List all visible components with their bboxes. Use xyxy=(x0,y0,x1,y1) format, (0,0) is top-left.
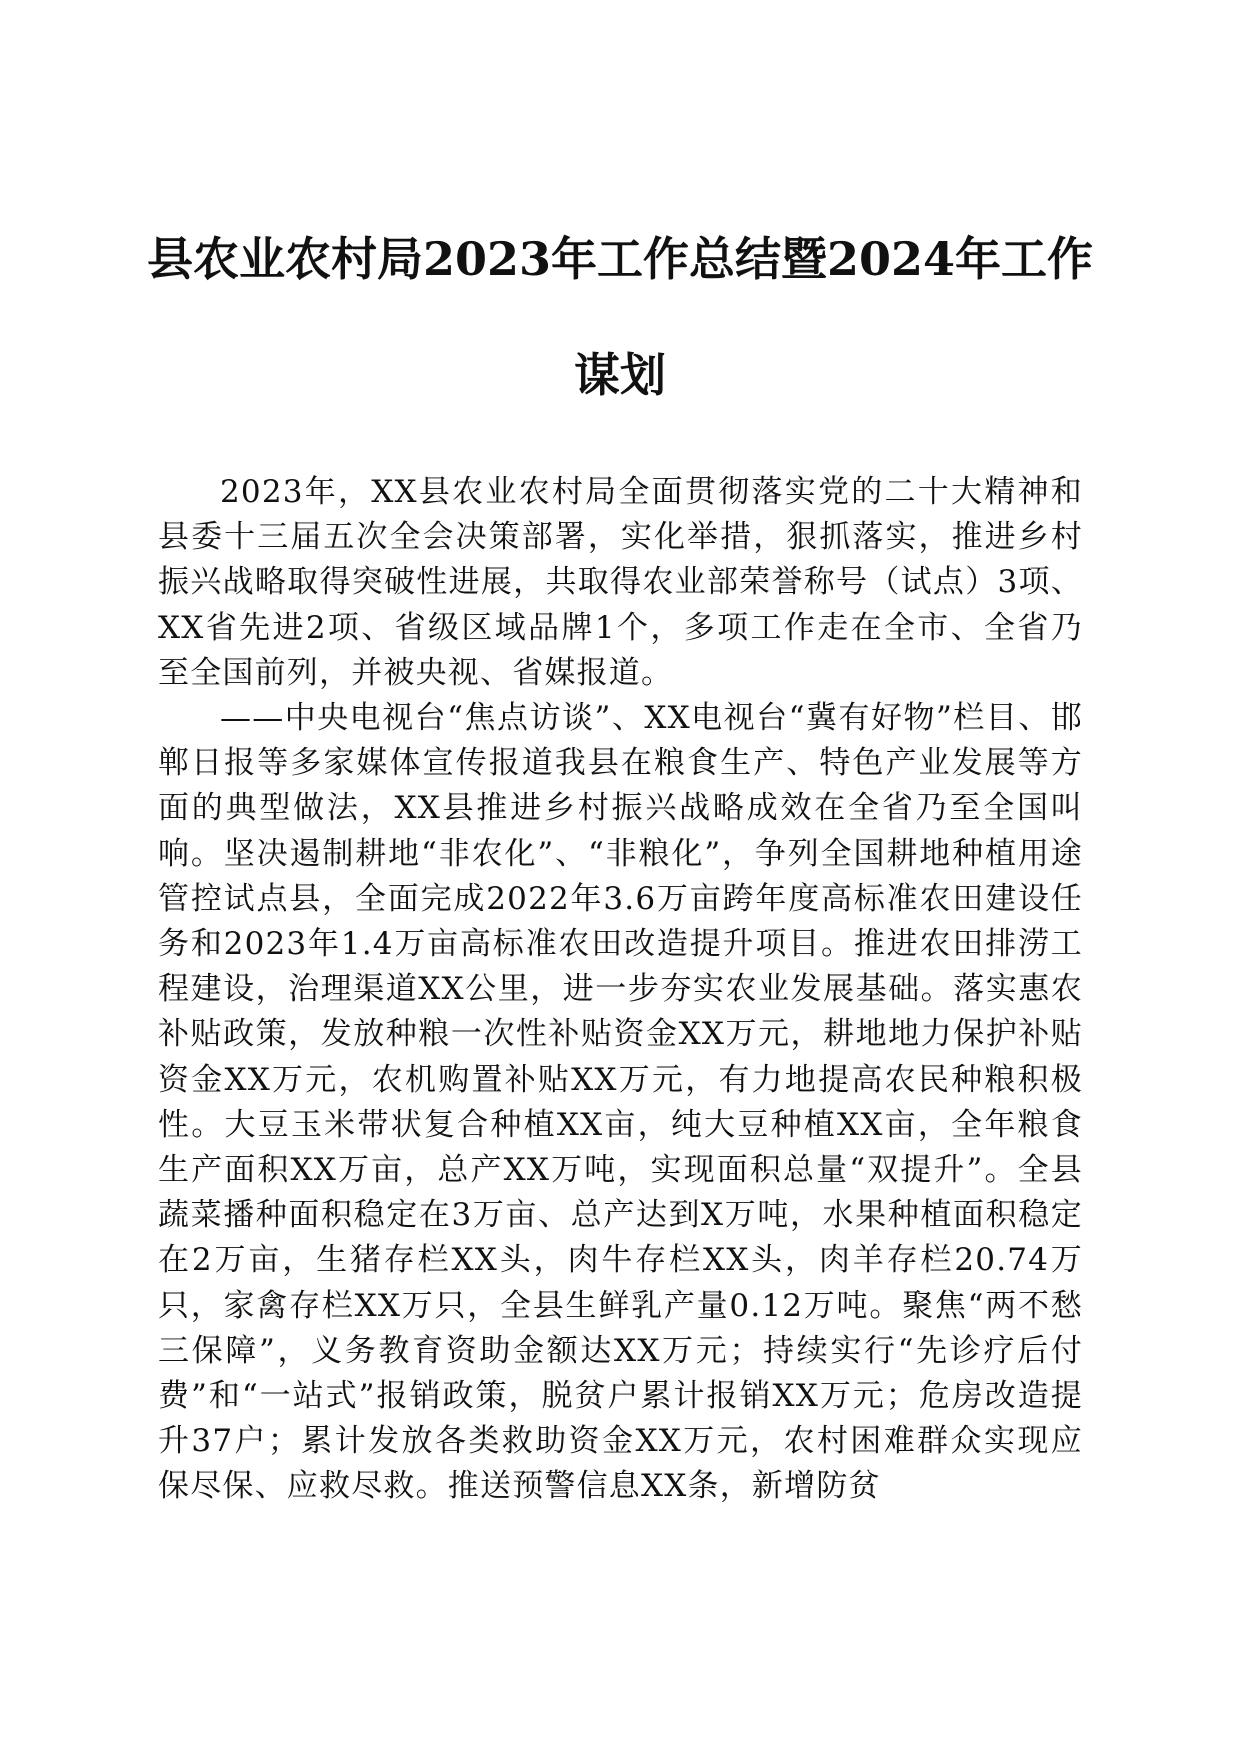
document-title-line-1: 县农业农村局2023年工作总结暨2024年工作 xyxy=(146,232,1094,286)
document-body xyxy=(158,470,1083,1510)
paragraph-media-report: ——中央电视台“焦点访谈”、XX电视台“冀有好物”栏目、邯郸日报等多家媒体宣传报道我县在粮食生产、特色产业发展等方面的典型做法，XX县推进乡村振兴战略成效在全省乃至全国叫响。坚决遏制耕地“非农化”、“非粮化”，争列全国耕地种植用途管控试点县，全面完成2022年3.6万亩跨年度高标准农田建设任务和2023年1.4万亩高标准农田改造提升项目。推进农田排涝工程建设，治理渠道XX公里，进一步夯实农业发展基础。落实惠农补贴政策，发放种粮一次性补贴资金XX万元，耕地地力保护补贴资金XX万元，农机购置补贴XX万元，有力地提高农民种粮积极性。大豆玉米带状复合种植XX亩，纯大豆种植XX亩，全年粮食生产面积XX万亩，总产XX万吨，实现面积总量“双提升”。全县蔬菜播种面积稳定在3万亩、总产达到X万吨，水果种植面积稳定在2万亩，生猪存栏XX头，肉牛存栏XX头，肉羊存栏20.74万只，家禽存栏XX万只，全县生鲜乳产量0.12万吨。聚焦“两不愁三保障”，义务教育资助金额达XX万元；持续实行“先诊疗后付费”和“一站式”报销政策，脱贫户累计报销XX万元；危房改造提升37户；累计发放各类救助资金XX万元，农村困难群众实现应保尽保、应救尽救。推送预警信息XX条，新增防贫 xyxy=(158,700,1083,1505)
paragraph-intro: 2023年，XX县农业农村局全面贯彻落实党的二十大精神和县委十三届五次全会决策部署，实化举措，狠抓落实，推进乡村振兴战略取得突破性进展，共取得农业部荣誉称号（试点）3项、XX省先进2项、省级区域品牌1个，多项工作走在全市、全省乃至全国前列，并被央视、省媒报道。 xyxy=(158,474,1083,691)
document-title-line-2: 谋划 xyxy=(574,348,666,402)
